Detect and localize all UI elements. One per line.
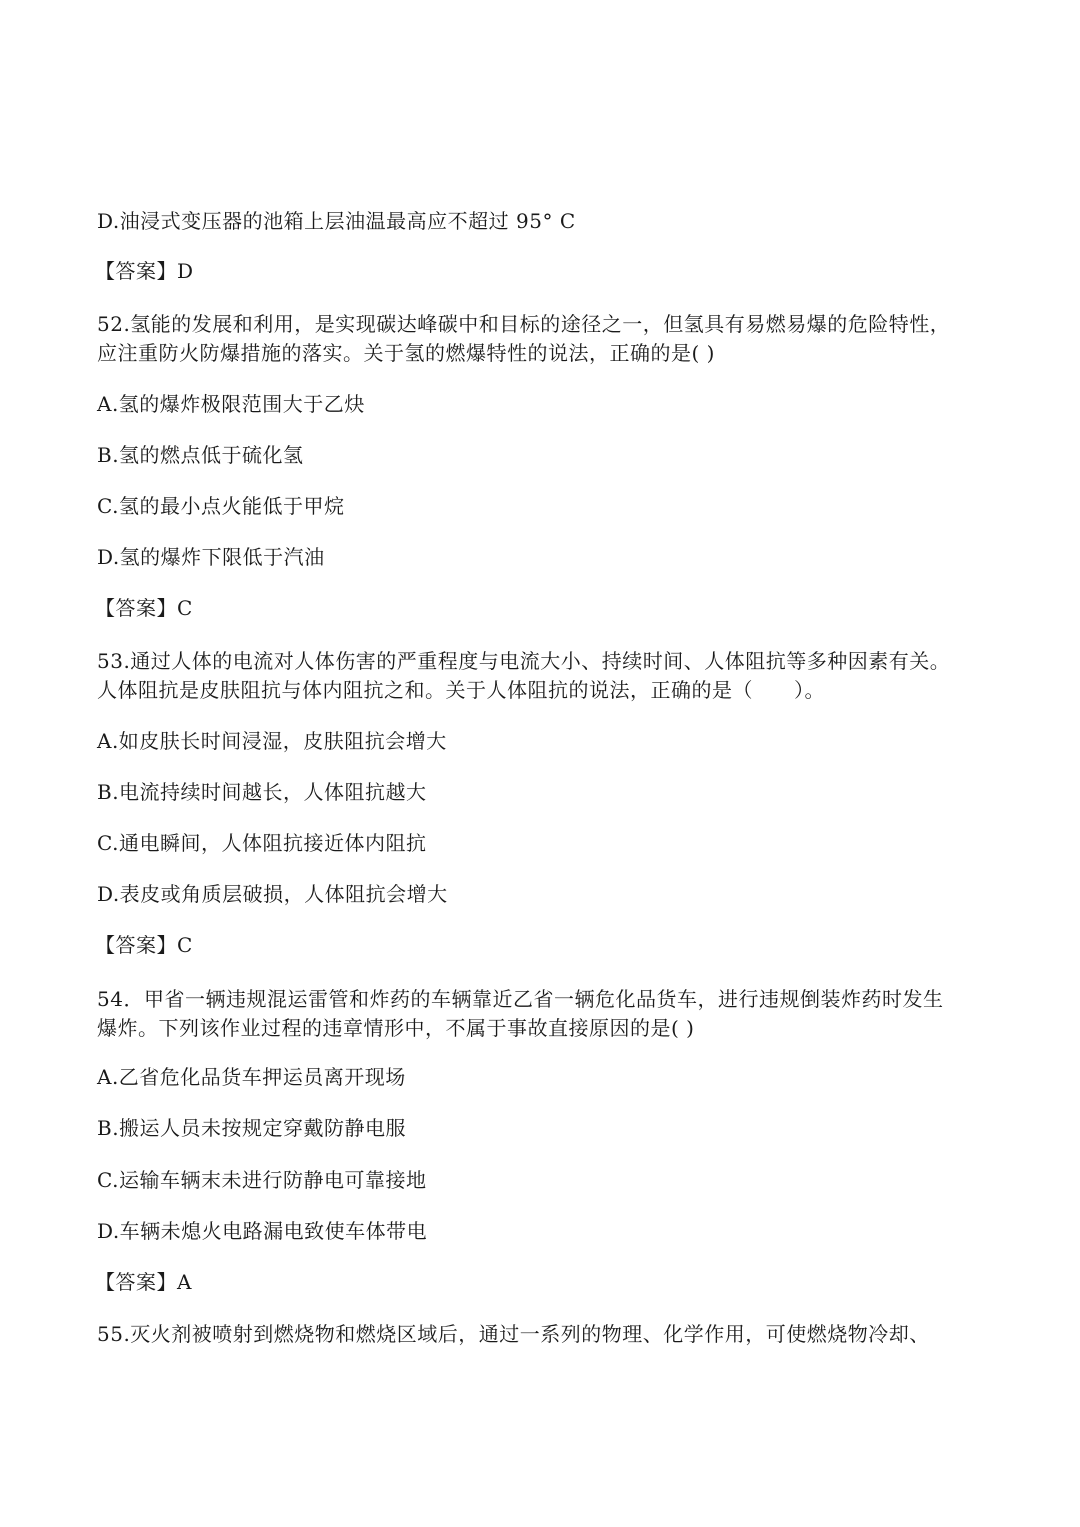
q52-option-b: B.氢的燃点低于硫化氢 — [97, 443, 304, 467]
q53-option-b: B.电流持续时间越长，人体阻抗越大 — [97, 780, 427, 804]
q52-stem-line1: 52.氢能的发展和利用，是实现碳达峰碳中和目标的途径之一，但氢具有易燃易爆的危险特性， — [97, 312, 951, 336]
q54-option-a: A.乙省危化品货车押运员离开现场 — [97, 1065, 406, 1089]
q54-option-c: C.运输车辆末未进行防静电可靠接地 — [97, 1168, 427, 1192]
q54-stem-line2: 爆炸。下列该作业过程的违章情形中，不属于事故直接原因的是( ) — [97, 1016, 695, 1040]
q52-stem-line2: 应注重防火防爆措施的落实。关于氢的燃爆特性的说法，正确的是( ) — [97, 341, 715, 365]
q51-answer: 【答案】D — [95, 259, 194, 283]
q53-option-d: D.表皮或角质层破损，人体阻抗会增大 — [97, 882, 448, 906]
q51-option-d: D.油浸式变压器的池箱上层油温最高应不超过 95° C — [97, 209, 576, 233]
q53-stem-line2: 人体阻抗是皮肤阻抗与体内阻抗之和。关于人体阻抗的说法，正确的是（ ）。 — [97, 678, 825, 702]
q52-option-a: A.氢的爆炸极限范围大于乙炔 — [97, 392, 365, 416]
q54-answer: 【答案】A — [95, 1270, 192, 1294]
q53-stem-line1: 53.通过人体的电流对人体伤害的严重程度与电流大小、持续时间、人体阻抗等多种因素有关。 — [97, 649, 951, 673]
q53-answer: 【答案】C — [95, 933, 193, 957]
q53-option-a: A.如皮肤长时间浸湿，皮肤阻抗会增大 — [97, 729, 447, 753]
q54-option-b: B.搬运人员未按规定穿戴防静电服 — [97, 1116, 407, 1140]
q52-option-d: D.氢的爆炸下限低于汽油 — [97, 545, 325, 569]
q52-option-c: C.氢的最小点火能低于甲烷 — [97, 494, 345, 518]
q55-stem-line1: 55.灭火剂被喷射到燃烧物和燃烧区域后，通过一系列的物理、化学作用，可使燃烧物冷却、 — [97, 1322, 930, 1346]
q52-answer: 【答案】C — [95, 596, 193, 620]
q54-option-d: D.车辆未熄火电路漏电致使车体带电 — [97, 1219, 428, 1243]
q53-option-c: C.通电瞬间，人体阻抗接近体内阻抗 — [97, 831, 427, 855]
q54-stem-line1: 54．甲省一辆违规混运雷管和炸药的车辆靠近乙省一辆危化品货车，进行违规倒装炸药时发生 — [97, 987, 944, 1011]
